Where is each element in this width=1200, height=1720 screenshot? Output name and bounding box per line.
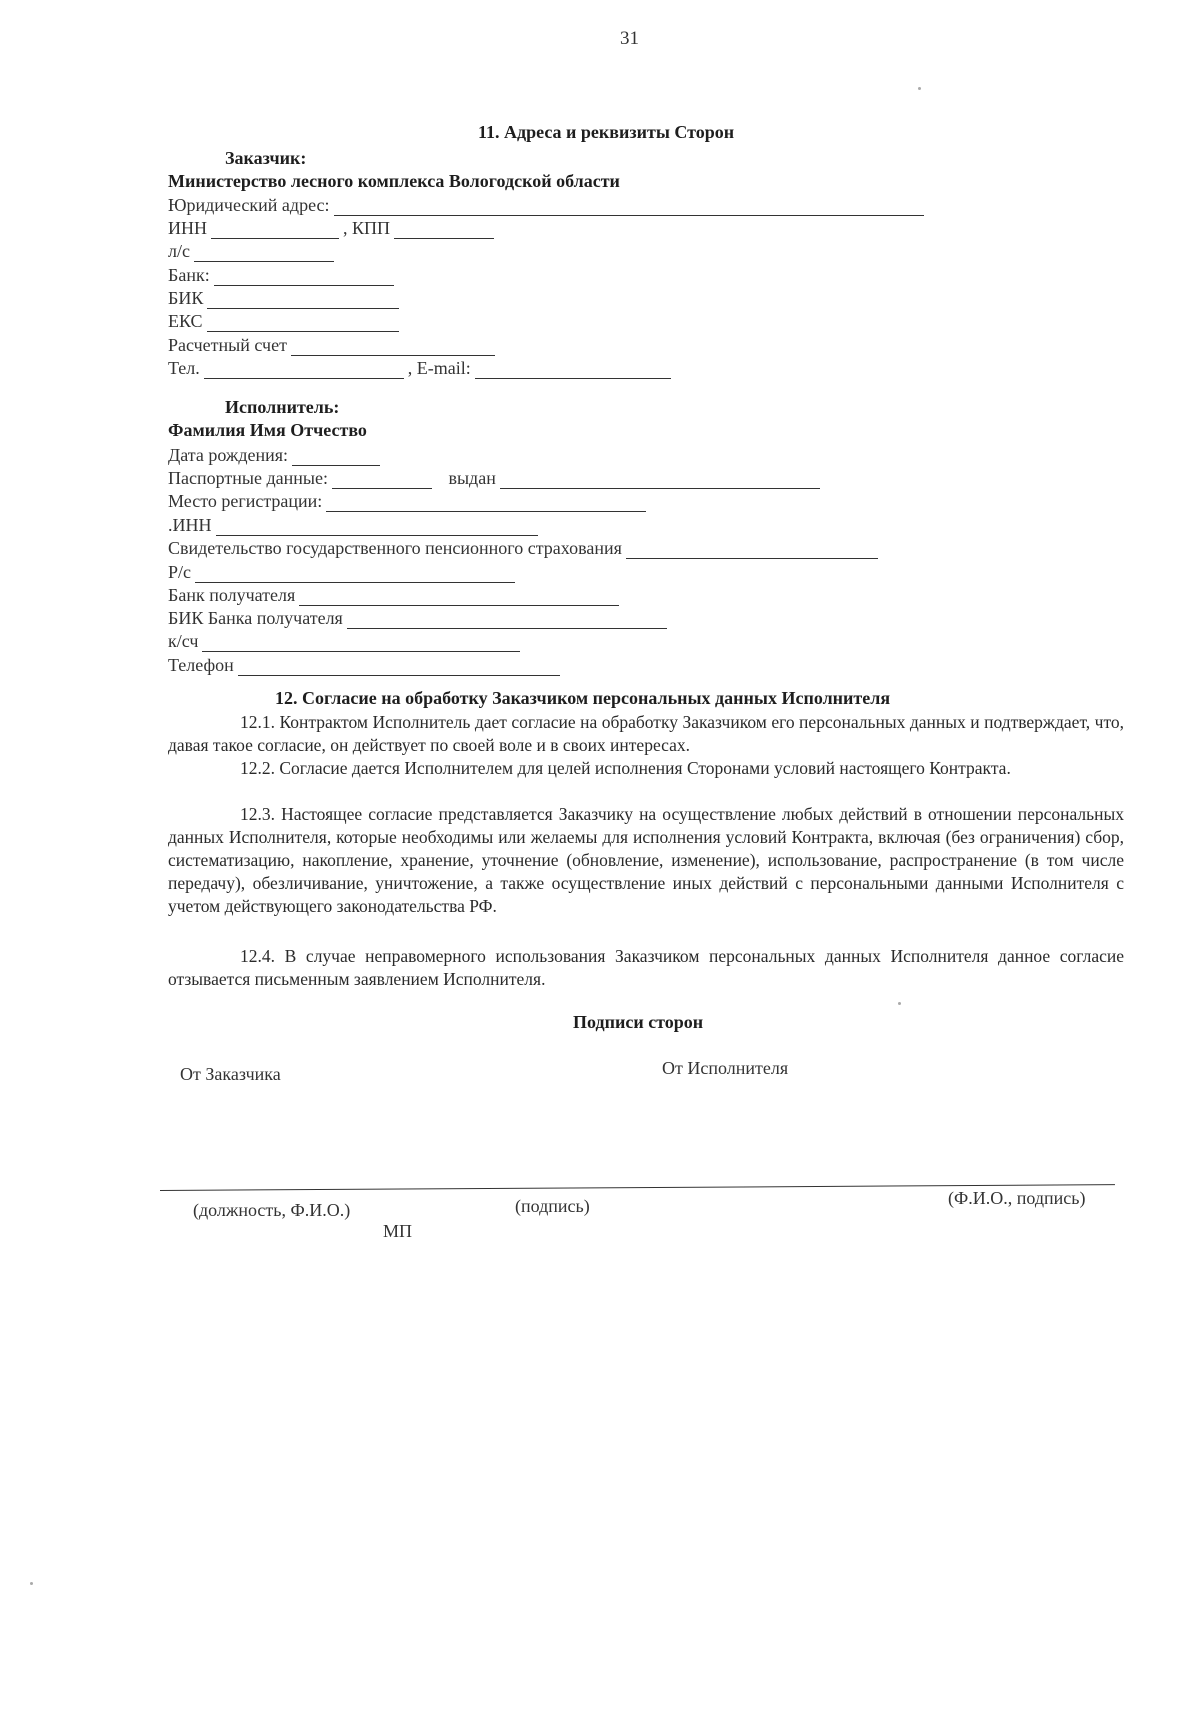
- page-number: 31: [620, 28, 639, 49]
- stamp-label: МП: [383, 1221, 413, 1241]
- section-12-title: 12. Согласие на обработку Заказчиком персональных данных Исполнителя: [275, 688, 891, 708]
- position-name-caption: (должность, Ф.И.О.): [193, 1200, 351, 1220]
- executor-rs-row: [168, 561, 519, 583]
- customer-legal-address-label: Юридический адрес:: [168, 195, 330, 215]
- executor-birth-date-row: [168, 444, 384, 466]
- executor-bank-field: [299, 589, 619, 606]
- executor-bank-row: [168, 584, 623, 606]
- from-customer-label: От Заказчика: [180, 1064, 281, 1084]
- executor-passport-row: [168, 467, 824, 489]
- customer-account-label: Расчетный счет: [168, 335, 287, 355]
- customer-name: Министерство лесного комплекса Вологодской области: [168, 171, 620, 191]
- customer-phone-email-row: [168, 357, 675, 379]
- customer-bik-row: [168, 287, 403, 309]
- scan-speck: [918, 87, 921, 90]
- customer-bank-field: [214, 269, 394, 286]
- section-11-title: 11. Адреса и реквизиты Сторон: [478, 122, 735, 142]
- executor-bik-label: БИК Банка получателя: [168, 608, 343, 628]
- customer-ls-row: [168, 240, 338, 262]
- from-executor-label: От Исполнителя: [662, 1058, 789, 1078]
- customer-account-field: [291, 339, 495, 356]
- clause-12-4-text: 12.4. В случае неправомерного использования Заказчиком персональных данных Исполнителя данное согласие отзывается письменным заявлением Исполнителя.: [168, 946, 1124, 989]
- customer-account-row: [168, 334, 499, 356]
- clause-12-2: [168, 757, 1124, 780]
- customer-kpp-field: [394, 222, 494, 239]
- executor-heading: Исполнитель:: [225, 397, 340, 417]
- executor-passport-label: Паспортные данные:: [168, 468, 328, 488]
- clause-12-2-text: 12.2. Согласие дается Исполнителем для целей исполнения Сторонами условий настоящего Контракта.: [240, 758, 1011, 778]
- executor-phone-field: [238, 659, 560, 676]
- executor-rs-field: [195, 566, 515, 583]
- executor-rs-label: Р/с: [168, 562, 192, 582]
- customer-phone-field: [204, 362, 404, 379]
- executor-registration-row: [168, 490, 650, 512]
- customer-eks-field: [207, 315, 399, 332]
- customer-kpp-label: , КПП: [343, 218, 391, 238]
- signature-caption: (подпись): [515, 1196, 590, 1216]
- customer-ls-label: л/с: [168, 241, 190, 261]
- executor-birth-date-field: [292, 449, 380, 466]
- clause-12-3: [168, 803, 1124, 918]
- customer-eks-row: [168, 310, 403, 332]
- executor-inn-label: .ИНН: [168, 515, 212, 535]
- clause-12-3-text: 12.3. Настоящее согласие представляется Заказчику на осуществление любых действий в отношении персональных данных Исполнителя, которые необходимы или желаемы для исполнения условий Контракта, включая (без ограничения) сбор, систематизацию, накопление, хранение, уточнение (обновление, изменение), использование, распространение (в том числе передачу), обезличивание, уничтожение, а также осуществление иных действий с персональными данными Исполнителя с учетом действующего законодательства РФ.: [168, 804, 1124, 916]
- executor-pension-row: [168, 537, 882, 559]
- executor-phone-label: Телефон: [168, 655, 234, 675]
- customer-email-label: , E-mail:: [407, 358, 471, 378]
- executor-bank-label: Банк получателя: [168, 585, 296, 605]
- customer-bank-row: [168, 264, 398, 286]
- executor-bik-row: [168, 607, 671, 629]
- executor-registration-label: Место регистрации:: [168, 491, 323, 511]
- customer-email-field: [475, 362, 671, 379]
- executor-ks-row: [168, 630, 524, 652]
- executor-issued-field: [500, 472, 820, 489]
- executor-pension-label: Свидетельство государственного пенсионного страхования: [168, 538, 622, 558]
- executor-passport-field: [332, 472, 432, 489]
- customer-inn-field: [211, 222, 339, 239]
- customer-bik-label: БИК: [168, 288, 204, 308]
- customer-legal-address-field: [334, 199, 924, 216]
- customer-heading: Заказчик:: [225, 148, 307, 168]
- executor-bik-field: [347, 612, 667, 629]
- executor-ks-label: к/сч: [168, 631, 199, 651]
- executor-pension-field: [626, 542, 878, 559]
- customer-legal-address-row: [168, 194, 928, 216]
- scan-speck: [30, 1582, 33, 1585]
- clause-12-1-text: 12.1. Контрактом Исполнитель дает согласие на обработку Заказчиком его персональных данных и подтверждает, что, давая такое согласие, он действует по своей воле и в своих интересах.: [168, 712, 1124, 755]
- scan-speck: [898, 1002, 901, 1005]
- executor-inn-field: [216, 519, 538, 536]
- executor-inn-row: [168, 514, 542, 536]
- executor-ks-field: [202, 635, 520, 652]
- clause-12-1: [168, 711, 1124, 757]
- name-signature-caption: (Ф.И.О., подпись): [948, 1188, 1086, 1208]
- customer-ls-field: [194, 245, 334, 262]
- executor-birth-date-label: Дата рождения:: [168, 445, 289, 465]
- customer-inn-label: ИНН: [168, 218, 207, 238]
- executor-phone-row: [168, 654, 564, 676]
- executor-registration-field: [326, 495, 646, 512]
- customer-phone-label: Тел.: [168, 358, 200, 378]
- customer-inn-kpp-row: [168, 217, 498, 239]
- customer-eks-label: ЕКС: [168, 311, 203, 331]
- signatures-title: Подписи сторон: [573, 1012, 704, 1032]
- clause-12-4: [168, 945, 1124, 991]
- executor-name: Фамилия Имя Отчество: [168, 420, 367, 440]
- executor-issued-label: выдан: [448, 468, 496, 488]
- customer-bank-label: Банк:: [168, 265, 210, 285]
- customer-bik-field: [207, 292, 399, 309]
